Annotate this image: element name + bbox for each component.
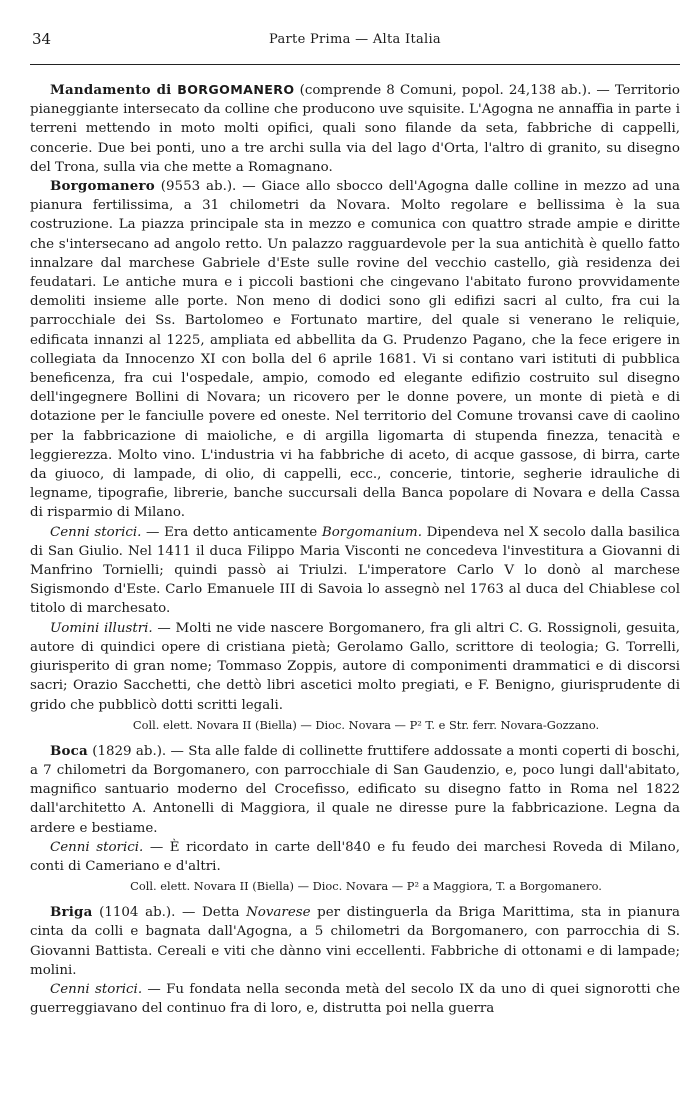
header-rule: [30, 64, 680, 65]
briga-text-post: per distinguerla da Briga Marittima, sta in pianura cinta da colli e bagnata dall'Agogna, a 5 chilometri da Borgomanero, con parrocchia di S. Giovanni Battista. Cereali e viti che dànno vini eccellenti. Fabbriche di ottonami e di lampade; molini.: [30, 905, 680, 978]
boca-paragraph: [30, 742, 680, 838]
briga-cenni-text: — Fu fondata nella seconda metà del secolo IX da uno di quei signorotti che guerreggiavano del continuo fra di loro, e, distrutta poi nella guerra: [30, 981, 680, 1017]
uomini-label: Uomini illustri.: [50, 620, 153, 636]
borgomanero-name: Borgomanero: [50, 178, 155, 195]
uomini-text: — Molti ne vide nascere Borgomanero, fra gli altri C. G. Rossignoli, gesuita, autore di quindici opere di cristiana pietà; Gerolamo Gallo, scrittore di teologia; G. Torrelli, giurisperito di gran nome; Tommaso Zoppis, autore di componimenti drammatici e di discorsi sacri; Orazio Sacchetti, che dettò libri ascetici molto pregiati, e F. Benigno, giurisprudente di grido che pubblicò dotti scritti legali.: [30, 620, 680, 713]
cenni-label: Cenni storici.: [50, 981, 143, 997]
section-gap: [30, 895, 680, 903]
briga-text-pre: (1104 ab.). — Detta: [92, 905, 247, 921]
borgomanero-coll-line: Coll. elett. Novara II (Biella) — Dioc. Novara — P² T. e Str. ferr. Novara-Gozzano.: [132, 717, 600, 732]
borgomanero-paragraph: [30, 177, 680, 523]
boca-text: (1829 ab.). — Sta alle falde di collinette fruttifere addossate a monti coperti di boschi, a 7 chilometri da Borgomanero, con parrocchiale di San Gaudenzio, e, poco lungi dall'abitato, magnifico santuario moderno del Crocefisso, edificato su disegno fatto in Roma nel 1822 dall'architetto A. Antonelli di Maggiora, il quale ne diresse pure la fabbricazione. Legna da ardere e bestiame.: [30, 743, 680, 836]
novarese-term: Novarese: [246, 905, 311, 921]
borgomanero-uomini-paragraph: [30, 619, 680, 715]
mandamento-text: (comprende 8 Comuni, popol. 24,138 ab.). — Territorio pianeggiante intersecato da colline che producono uve squisite. L'Agogna ne annaffia in parte i terreni mettendo in moto molti opifici, quali sono filande da seta, fabbriche di cappelli, concerie. Due bei ponti, uno a tre archi sulla via del lago d'Orta, l'altro di granito, su disegno del Trona, sulla via che mette a Romagnano.: [30, 83, 680, 175]
boca-coll-line: Coll. elett. Novara II (Biella) — Dioc. Novara — P² a Maggiora, T. a Borgomanero.: [130, 879, 602, 894]
page-body: [30, 80, 680, 1018]
briga-name: Briga: [50, 904, 93, 921]
section-gap: [30, 734, 680, 742]
cenni-label: Cenni storici.: [50, 839, 144, 855]
boca-name: Boca: [50, 742, 88, 759]
mandamento-prefix: Mandamento di: [50, 82, 178, 98]
cenni-text-post: Dipendeva nel X secolo dalla basilica di San Giulio. Nel 1411 il duca Filippo Maria Visconti ne concedeva l'investitura a Giovanni di Manfrino Tornielli; quindi passò ai Triulzi. L'imperatore Carlo V lo donò al marchese Sigismondo d'Este. Carlo Emanuele III di Savoia lo assegnò nel 1763 al duca del Chiablese col titolo di marchesato.: [30, 524, 681, 617]
cenni-label: Cenni storici.: [50, 524, 142, 540]
latin-name: Borgomanium.: [321, 524, 422, 540]
borgomanero-cenni-paragraph: [30, 523, 680, 619]
mandamento-paragraph: [30, 80, 680, 177]
boca-cenni-text: — È ricordato in carte dell'840 e fu feudo dei marchesi Roveda di Milano, conti di Cameriano e d'altri.: [30, 839, 680, 874]
briga-cenni-paragraph: [30, 980, 680, 1018]
boca-cenni-paragraph: [30, 838, 680, 876]
page: [30, 0, 680, 1018]
borgomanero-text: (9553 ab.). — Giace allo sbocco dell'Agogna dalle colline in mezzo ad una pianura fertilissima, a 31 chilometri da Novara. Molto regolare e bellissima è la sua costruzione. La piazza principale sta in mezzo e comunica con quattro strade ampie e diritte che s'intersecano ad angolo retto. Un palazzo ragguardevole per la sua antichità è quello fatto innalzare dal marchese Gabriele d'Este sulle rovine del vecchio castello, già residenza dei feudatari. Le antiche mura e i piccoli bastioni che cingevano l'abitato furono provvidamente demoliti insieme alle porte. Non meno di dodici sono gli edifizi sacri al culto, fra cui la parrocchiale dei Ss. Bartolomeo e Fortunato martire, del quale si venerano le reliquie, edificata innanzi al 1225, ampliata ed abbellita da G. Prudenzo Pagano, che la fece erigere in collegiata da Innocenzo XI con bolla del 6 aprile 1681. Vi si contano vari istituti di pubblica beneficenza, fra cui l'ospedale, ampio, comodo ed elegante edifizio costruito sul disegno dell'ingegnere Bollini di Novara; un ricovero per le donne povere, un monte di pietà e di dotazione per le fanciulle povere ed oneste. Nel territorio del Comune trovansi cave di caolino per la fabbricazione di maioliche, e di argilla ligomarta di stupenda finezza, tenacità e leggierezza. Molto vino. L'industria vi ha fabbriche di aceto, di acque gassose, di birra, carte da giuoco, di lampade, di olio, di cappelli, ecc., concerie, tintorie, segherie idrauliche di legname, tipografie, librerie, banche succursali della Banca popolare di Novara e della Cassa di risparmio di Milano.: [30, 179, 680, 521]
briga-paragraph: [30, 903, 680, 980]
page-header: [30, 0, 680, 46]
mandamento-name: BORGOMANERO: [177, 82, 295, 97]
running-title: Parte Prima — Alta Italia: [269, 32, 441, 47]
page-number: 34: [32, 30, 52, 48]
cenni-text-pre: — Era detto anticamente: [141, 524, 322, 540]
